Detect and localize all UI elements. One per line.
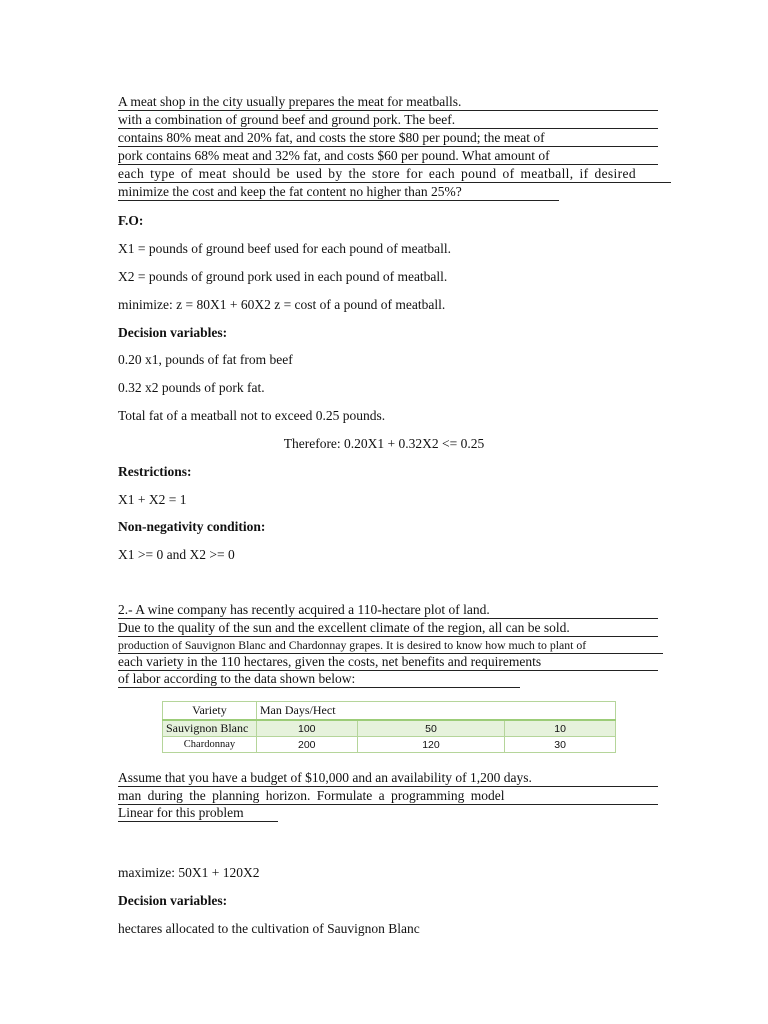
restriction-line: X1 + X2 = 1 bbox=[118, 492, 187, 507]
pork-fat-line: 0.32 x2 pounds of pork fat. bbox=[118, 380, 265, 395]
problem2-line-5: of labor according to the data shown below: bbox=[118, 671, 520, 688]
table-header-row bbox=[163, 702, 616, 721]
non-negativity-line: X1 >= 0 and X2 >= 0 bbox=[118, 547, 235, 562]
fo-heading: F.O: bbox=[118, 213, 144, 228]
problem1-line-6: minimize the cost and keep the fat content no higher than 25%? bbox=[118, 184, 559, 201]
cell-value: 100 bbox=[256, 720, 357, 737]
problem2-line-1: 2.- A wine company has recently acquired a 110-hectare plot of land. bbox=[118, 602, 658, 619]
table-row bbox=[163, 737, 616, 753]
problem2-decision-heading: Decision variables: bbox=[118, 893, 228, 908]
assume-line-2: man during the planning horizon. Formulate a programming model bbox=[118, 788, 658, 805]
restrictions-heading: Restrictions: bbox=[118, 464, 192, 479]
x1-definition: X1 = pounds of ground beef used for each pound of meatball. bbox=[118, 241, 452, 256]
problem1-line-3: contains 80% meat and 20% fat, and costs the store $80 per pound; the meat of bbox=[118, 130, 658, 147]
cell-value: 200 bbox=[256, 737, 357, 753]
problem2-objective: maximize: 50X1 + 120X2 bbox=[118, 865, 260, 880]
problem2-x1-definition: hectares allocated to the cultivation of Sauvignon Blanc bbox=[118, 921, 420, 936]
beef-fat-line: 0.20 x1, pounds of fat from beef bbox=[118, 352, 293, 367]
cell-value: 120 bbox=[357, 737, 505, 753]
objective-function: minimize: z = 80X1 + 60X2 z = cost of a pound of meatball. bbox=[118, 297, 446, 312]
x2-definition: X2 = pounds of ground pork used in each pound of meatball. bbox=[118, 269, 448, 284]
assume-line-1: Assume that you have a budget of $10,000 and an availability of 1,200 days. bbox=[118, 770, 658, 787]
problem2-line-4: each variety in the 110 hectares, given the costs, net benefits and requirements bbox=[118, 654, 658, 671]
cell-value: 30 bbox=[505, 737, 616, 753]
problem2-line-2: Due to the quality of the sun and the excellent climate of the region, all can be sold. bbox=[118, 620, 658, 637]
cell-value: 50 bbox=[357, 720, 505, 737]
header-variety: Variety bbox=[163, 702, 257, 721]
cell-variety: Chardonnay bbox=[163, 737, 257, 753]
cell-value: 10 bbox=[505, 720, 616, 737]
assume-line-3: Linear for this problem bbox=[118, 805, 278, 822]
header-man-days: Man Days/Hect bbox=[256, 702, 615, 721]
problem1-line-5: each type of meat should be used by the store for each pound of meatball, if desired bbox=[118, 166, 671, 183]
cell-variety: Sauvignon Blanc bbox=[163, 720, 257, 737]
table-row bbox=[163, 720, 616, 737]
problem2-line-3: production of Sauvignon Blanc and Chardonnay grapes. It is desired to know how much to plant of bbox=[118, 637, 663, 654]
problem1-line-4: pork contains 68% meat and 32% fat, and costs $60 per pound. What amount of bbox=[118, 148, 658, 165]
wine-data-table bbox=[162, 701, 616, 753]
decision-variables-heading: Decision variables: bbox=[118, 325, 228, 340]
non-negativity-heading: Non-negativity condition: bbox=[118, 519, 266, 534]
therefore-constraint: Therefore: 0.20X1 + 0.32X2 <= 0.25 bbox=[283, 436, 485, 451]
total-fat-line: Total fat of a meatball not to exceed 0.25 pounds. bbox=[118, 408, 386, 423]
problem1-line-1: A meat shop in the city usually prepares the meat for meatballs. bbox=[118, 94, 658, 111]
problem1-line-2: with a combination of ground beef and ground pork. The beef. bbox=[118, 112, 658, 129]
